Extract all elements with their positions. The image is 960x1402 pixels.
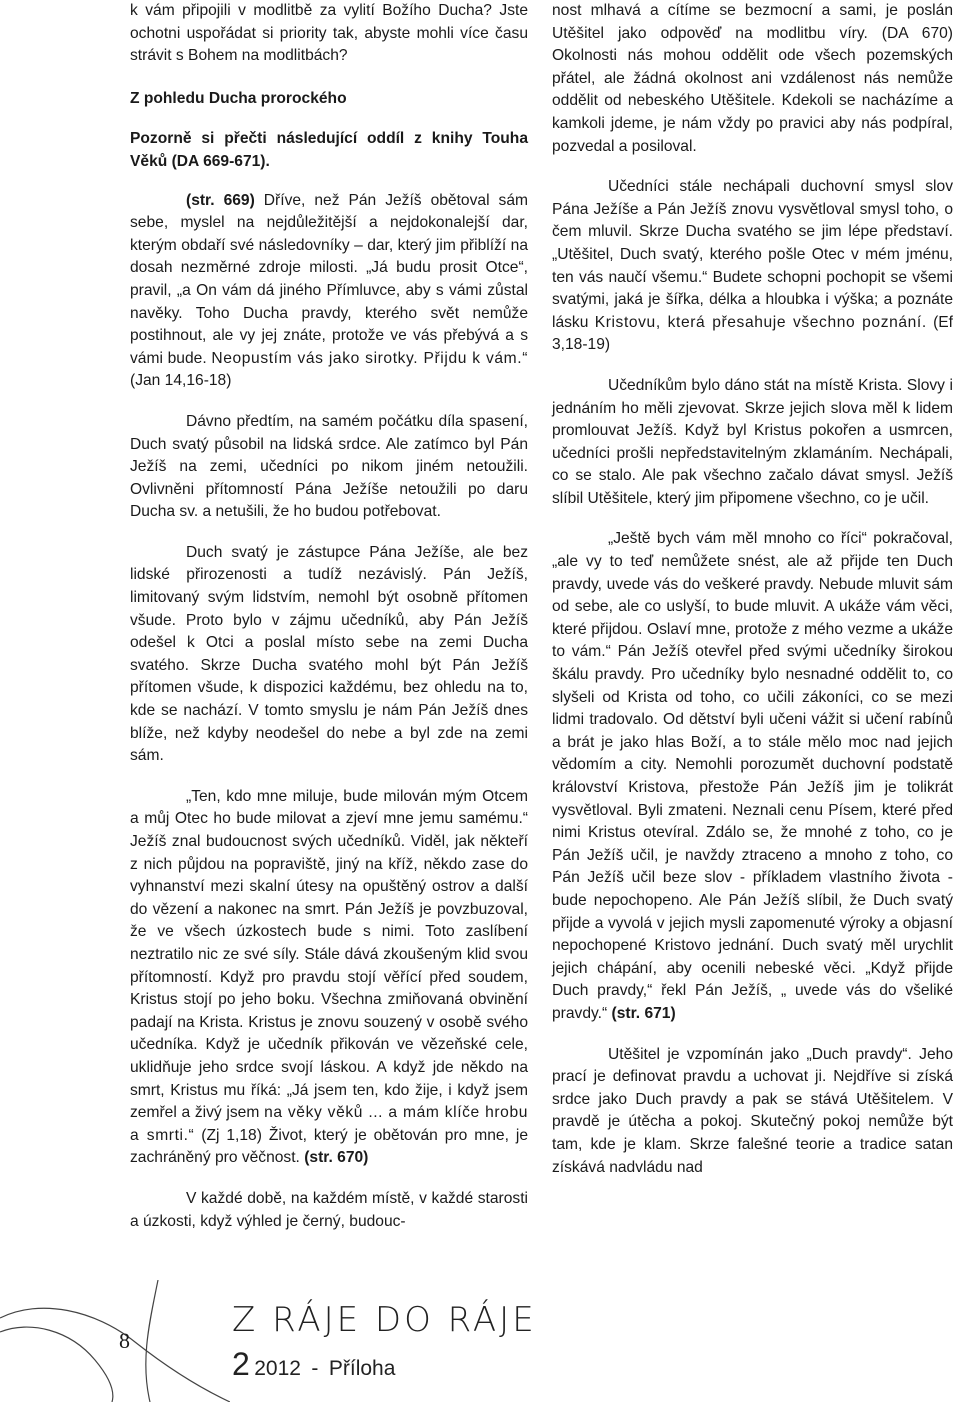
quote-spaced: Kristovu, která přesahuje všechno poznání. bbox=[594, 313, 927, 331]
paragraph: „Ještě bych vám měl mnoho co říci“ pokračoval, „ale vy to teď nemůžete snést, ale až přijde ten Duch pravdy, uvede vás do veškeré pravdy. Nebude mluvit sám od sebe, ale co uslyší, to bude mluvit. A ukáže vám věci, které přijdou. Oslaví mne, protože z mého vezme a ukáže to vám.“ Pán Ježíš otevřel před svými učedníky širokou škálu pravdy. Pro učedníky bylo nesnadné oddělit to, co slyšeli od Krista od toho, co učili zákoníci, co se mezi lidmi tradovalo. Od dětství byli učeni vážit si učení rabínů a brát je jako hlas Boží, a to stále mělo moc nad jejich vědomím a city. Nemohli porozumět duchovní podstatě království Kristova, přestože Pán Ježíš jim je tolikrát vysvětloval. Byli zmateni. Neznali cenu Písem, které před nimi Kristus otevíral. Zdálo se, že mnohé z toho, co je Pán Ježíš učil, je navždy ztraceno a mnoho z toho, co Pán Ježíš učil beze slov - příkladem vlastního života - bude nepochopeno. Ale Pán Ježíš slíbil, že Duch svatý přijde a vyvolá v jejich mysli zapomenuté výroky a objasní nepochopené Kristovo jednání. Duch svatý měl urychlit jejich chápání, aby ocenili nebeské věci. „Když přijde Duch pravdy,“ řekl Pán Ježíš, „ uvede vás do všeliké pravdy.“ (str. 671) bbox=[552, 530, 953, 1022]
reading-instruction: Pozorně si přečti následující oddíl z knihy Touha Věků (DA 669-671). bbox=[130, 130, 528, 170]
issue-number: 2 bbox=[232, 1346, 250, 1382]
page-reference: (str. 671) bbox=[611, 1004, 676, 1022]
issue-separator: - bbox=[311, 1357, 319, 1380]
right-column bbox=[552, 0, 953, 1179]
page-reference: (str. 669) bbox=[186, 191, 255, 209]
page-number: 8 bbox=[119, 1328, 130, 1353]
paragraph: Učedníci stále nechápali duchovní smysl slov Pána Ježíše a Pán Ježíš znovu vysvětloval smysl toho, o čem mluvil. Skrze Ducha svatého se jim lépe představí. „Utěšitel, Duch svatý, kterého pošle Otec v mém jménu, ten vás naučí všemu.“ Budete schopni pochopit se všemi svatými, jaká je šířka, délka a hloubka i výška; a poznáte lásku Kristovu, která přesahuje všechno poznání. (Ef 3,18-19) bbox=[552, 178, 953, 354]
page-footer bbox=[0, 1280, 960, 1402]
ornament-swirl-icon bbox=[0, 1280, 230, 1402]
issue-info bbox=[232, 1346, 395, 1383]
section-heading: Z pohledu Ducha prorockého bbox=[130, 89, 347, 107]
quote-spaced: na věky věků ... a mám klíče hrobu a smrti.“ bbox=[130, 1104, 528, 1144]
paragraph: „Ten, kdo mne miluje, bude milován mým Otcem a můj Otec ho bude milovat a zjeví mne jemu samému.“ Ježíš znal budoucnost svých učedníků. Viděl, jak někteří z nich půjdou na popraviště, jiný na kříž, někdo zase do vyhnanství mezi skalní útesy na opuštěný ostrov a další do vězení a nakonec na smrt. Pán Ježíš je povzbuzoval, že ve všech úzkostech bude s nimi. Toto zaslíbení neztratilo nic ze své síly. Stále dává zkoušeným klid svou přítomností. Když pro pravdu stojí věřící před soudem, Kristus stojí po jeho boku. Všechna zmiňovaná obvinění padají na Krista. Kristus je znovu souzený v osobě svého učedníka. Když je učedník přikován ve vězeňské cele, uklidňuje jeho srdce svojí láskou. A když jde někdo na smrt, Kristus mu říká: „Já jsem ten, kdo žije, i když jsem zemřel a živý jsem na věky věků ... a mám klíče hrobu a smrti.“ (Zj 1,18) Život, který je obětován pro mne, je zachráněný pro věčnost. (str. 670) bbox=[130, 787, 528, 1167]
paragraph: nost mlhavá a cítíme se bezmocní a sami, je poslán Utěšitel jako odpověď na modlitbu víry. (DA 670) Okolnosti nás mohou oddělit ode všech pozemských přátel, ale žádná okolnost ani vzdálenost nás nemůže oddělit od nebeského Utěšitele. Kdekoli se nacházíme a kamkoli jdeme, je nám vždy po pravici aby nás podpíral, pozvedal a posiloval. bbox=[552, 2, 953, 155]
paragraph: V každé době, na každém místě, v každé starosti a úzkosti, když výhled je černý, budouc- bbox=[130, 1189, 528, 1230]
left-column bbox=[130, 0, 528, 1233]
issue-label: Příloha bbox=[328, 1357, 396, 1380]
paragraph: k vám připojili v modlitbě za vylití Božího Ducha? Jste ochotni uspořádat si priority tak, abyste mohli více času strávit s Bohem na modlitbách? bbox=[130, 2, 528, 65]
paragraph: Učedníkům bylo dáno stát na místě Krista. Slovy i jednáním ho měli zjevovat. Skrze jejich slova měl k lidem promlouvat Ježíš. Když byl Kristus pokořen a usmrcen, učedníci prošli nepředstavitelným zklamáním. Nechápali, co se stalo. Ale pak všechno začalo dávat smysl. Ježíš slíbil Utěšitele, který jim připomene všechno, co je učil. bbox=[552, 376, 953, 507]
paragraph: Dávno předtím, na samém počátku díla spasení, Duch svatý působil na lidská srdce. Ale zatímco byl Pán Ježíš na zemi, učedníci po nikom jiném netoužili. Ovlivněni přítomností Pána Ježíše netoužili po daru Ducha sv. a netušili, že ho budou potřebovat. bbox=[130, 412, 528, 521]
quote-spaced: Neopustím vás jako sirotky. Přijdu k vám.“ bbox=[211, 349, 528, 367]
issue-year: 2012 bbox=[254, 1357, 301, 1380]
magazine-title: Z RÁJE DO RÁJE bbox=[232, 1300, 537, 1340]
paragraph: (str. 669) Dříve, než Pán Ježíš obětoval sám sebe, myslel na nejdůležitější a nejdokonalejší dar, kterým obdaří své následovníky – dar, který jim přiblíží na dosah nezměrné zdroje milosti. „Já budu prosit Otce“, pravil, „a On vám dá jiného Přímluvce, aby s vámi zůstal navěky. Toho Ducha pravdy, kterého svět nemůže postihnout, ale vy jej znáte, protože ve vás přebývá a s vámi bude. Neopustím vás jako sirotky. Přijdu k vám.“ (Jan 14,16-18) bbox=[130, 191, 528, 390]
paragraph: Duch svatý je zástupce Pána Ježíše, ale bez lidské přirozenosti a tudíž nezávislý. Pán Ježíš, limitovaný svým lidstvím, nemohl být osobně přítomen všude. Proto bylo v zájmu učedníků, aby Pán Ježíš odešel k Otci a poslal místo sebe na zemi Ducha svatého. Skrze Ducha svatého mohl být Pán Ježíš přítomen všude, k dispozici každému, bez ohledu na to, kde se nachází. V tomto smyslu je nám Pán Ježíš dnes blíže, než kdyby neodešel do nebe a byl zde na zemi sám. bbox=[130, 543, 528, 765]
page-reference: (str. 670) bbox=[304, 1149, 369, 1167]
paragraph: Utěšitel je vzpomínán jako „Duch pravdy“. Jeho prací je definovat pravdu a uchovat ji. Nejdříve si získá srdce jako Duch pravdy a pak se stává Utěšitelem. V pravdě je útěcha a pokoj. Skutečný pokoj nemůže být tam, kde je klam. Skrze falešné teorie a tradice satan získává nadvládu nad bbox=[552, 1045, 953, 1176]
